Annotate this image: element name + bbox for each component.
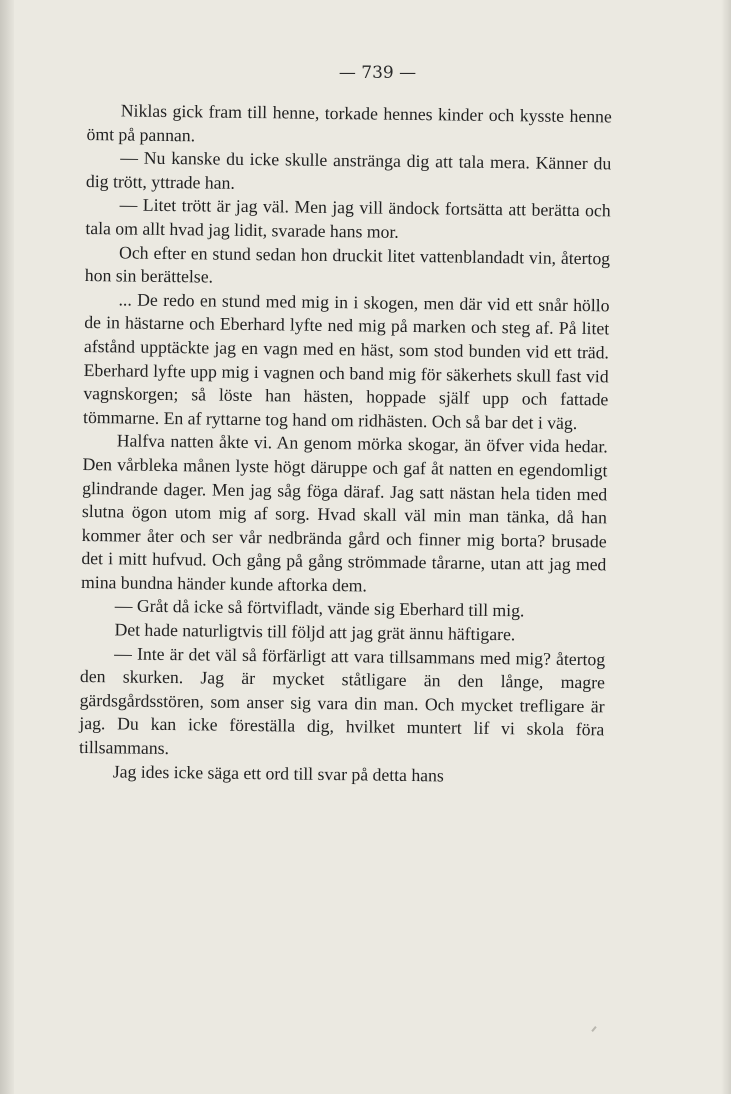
paper-speck — [591, 1026, 596, 1032]
paragraph: ... De redo en stund med mig in i skogen, men där vid ett snår höllo de in hästarne och Eberhard lyfte ned mig på marken och steg af. På litet afstånd upptäckte jag en vagn med en häst, som stod bunden vid ett träd. Eberhard lyfte upp mig i vagnen och band mig för säkerhets skull fast vid vagnskorgen; så löste han hästen, hoppade själf upp och fattade tömmarne. En af ryttarne tog hand om ridhästen. Och så bar det i väg. — [82, 289, 610, 433]
paragraph: Och efter en stund sedan hon druckit litet vattenblandadt vin, återtog hon sin berättelse. — [84, 241, 611, 287]
body-text — [79, 99, 612, 790]
paragraph: Niklas gick fram till henne, torkade hennes kinder och kysste henne ömt på pannan. — [86, 100, 612, 145]
paragraph: — Nu kanske du icke skulle anstränga dig att tala mera. Känner du dig trött, yttrade han. — [85, 147, 612, 193]
page-edge-shadow — [721, 0, 731, 1094]
paragraph: — Litet trött är jag väl. Men jag vill ändock fortsätta att berätta och tala om allt hvad jag lidit, svarade hans mor. — [85, 194, 611, 242]
paragraph: Jag ides icke säga ett ord till svar på detta hans — [112, 760, 444, 786]
page-binding-shadow — [0, 0, 14, 1094]
paragraph: — Gråt då icke så förtvifladt, vände sig Eberhard till mig. — [114, 595, 525, 621]
paragraph: — Inte är det väl så förfärligt att vara tillsammans med mig? återtog den skurken. Jag är mycket ståtligare än den långe, magre gärdsgårdsstören, som anser sig vara din man. Och mycket trefligare är jag. Du kan icke föreställa dig, hvilket muntert lif vi skola föra tillsammans. — [78, 643, 606, 759]
paragraph: Halfva natten åkte vi. An genom mörka skogar, än öfver vida hedar. Den vårbleka månen lyste högt däruppe och gaf åt natten en egendomligt glindrande dager. Men jag såg föga däraf. Jag satt nästan hela tiden med slutna ögon utom mig af sorg. Hvad skall väl min man tänka, då han kommer åter och ser vår nedbrända gård och finner mig borta? brusade det i mitt hufvud. Och gång på gång strömmade tårarne, utan att jag med mina bundna händer kunde aftorka dem. — [80, 430, 608, 596]
page-number: — 739 — — [338, 63, 417, 83]
paragraph: Det hade naturligtvis till följd att jag grät ännu häftigare. — [114, 619, 516, 645]
